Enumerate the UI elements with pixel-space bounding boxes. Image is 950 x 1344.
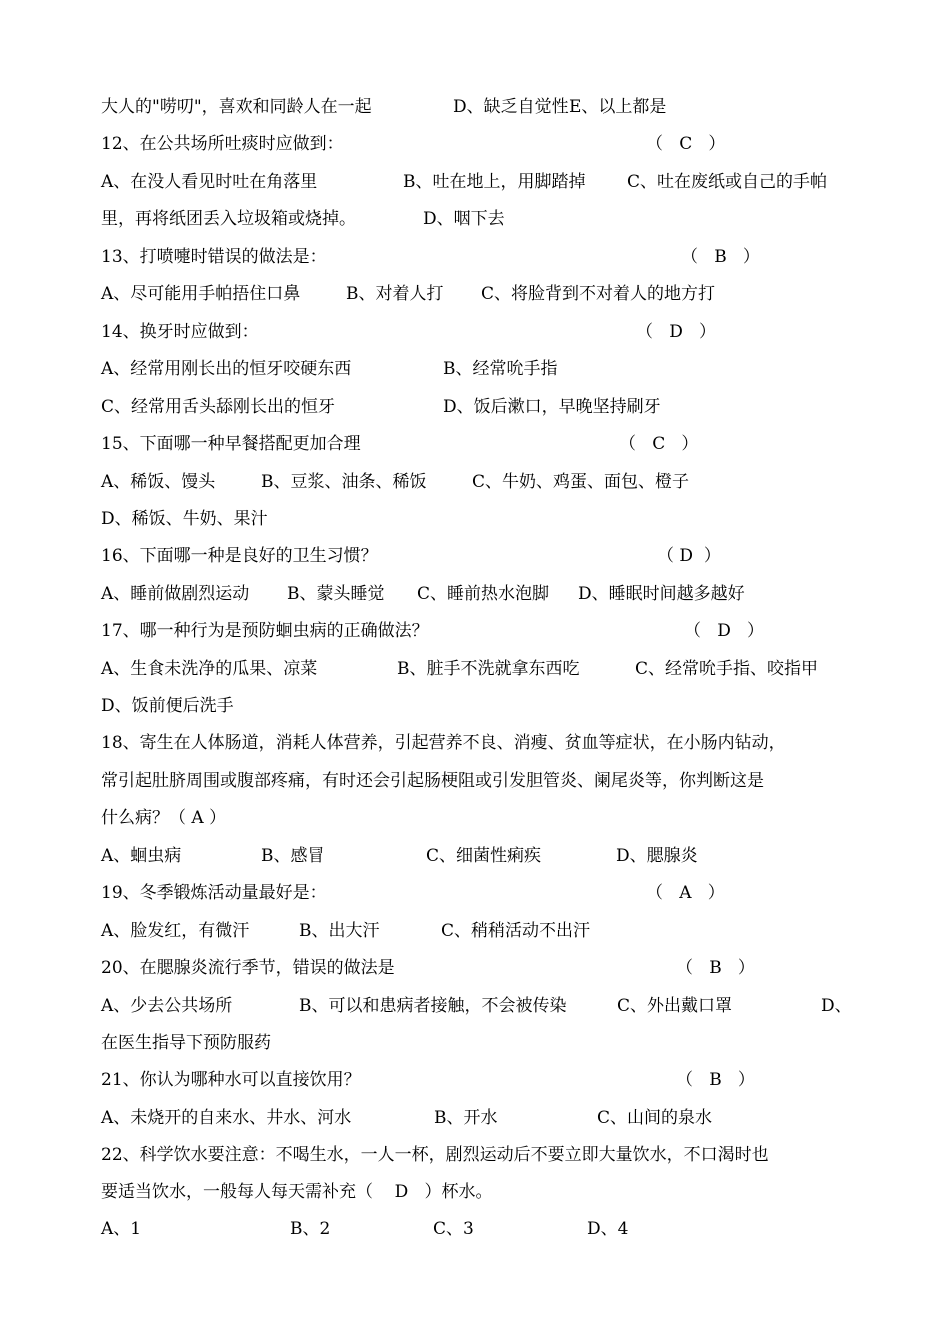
text-segment: 要适当饮水，一般每人每天需补充（ D ）杯水。 bbox=[101, 1182, 493, 1202]
text-segment: 21、你认为哪种水可以直接饮用？ bbox=[101, 1070, 361, 1090]
answer-bracket: （ C ） bbox=[646, 134, 726, 154]
text-segment: D、稀饭、牛奶、果汁 bbox=[101, 509, 268, 529]
text-segment: 13、打喷嚏时错误的做法是： bbox=[101, 247, 327, 267]
text-segment: C、经常用舌头舔刚长出的恒牙 bbox=[101, 397, 336, 417]
text-segment: C、将脸背到不对着人的地方打 bbox=[481, 284, 716, 304]
text-segment: A、睡前做剧烈运动 bbox=[101, 584, 250, 604]
text-segment: A、稀饭、馒头 bbox=[101, 472, 216, 492]
text-segment: C、睡前热水泡脚 bbox=[417, 584, 550, 604]
text-segment: D、睡眠时间越多越好 bbox=[578, 584, 745, 604]
text-segment: B、吐在地上，用脚踏掉 bbox=[403, 172, 586, 192]
text-segment: C、经常吮手指、咬指甲 bbox=[635, 659, 819, 679]
text-segment: 里，再将纸团丢入垃圾箱或烧掉。 bbox=[101, 209, 356, 229]
text-segment: 什么病？（ A ） bbox=[101, 808, 227, 828]
text-segment: D、腮腺炎 bbox=[616, 846, 698, 866]
text-segment: D、饭后漱口，早晚坚持刷牙 bbox=[443, 397, 661, 417]
text-segment: D、 bbox=[821, 996, 852, 1016]
text-segment: 18、寄生在人体肠道，消耗人体营养，引起营养不良、消瘦、贫血等症状，在小肠内钻动， bbox=[101, 733, 786, 753]
text-segment: D、缺乏自觉性 bbox=[453, 97, 569, 117]
text-segment: C、稍稍活动不出汗 bbox=[441, 921, 591, 941]
text-segment: A、经常用刚长出的恒牙咬硬东西 bbox=[101, 359, 352, 379]
text-segment: 15、下面哪一种早餐搭配更加合理 bbox=[101, 434, 361, 454]
text-segment: C、吐在废纸或自己的手帕 bbox=[627, 172, 828, 192]
text-segment: A、生食未洗净的瓜果、凉菜 bbox=[101, 659, 318, 679]
text-segment: C、牛奶、鸡蛋、面包、橙子 bbox=[472, 472, 690, 492]
text-segment: 20、在腮腺炎流行季节，错误的做法是 bbox=[101, 958, 395, 978]
answer-bracket: （ C ） bbox=[619, 434, 699, 454]
text-segment: A、在没人看见时吐在角落里 bbox=[101, 172, 318, 192]
answer-bracket: （ B ） bbox=[681, 247, 760, 267]
answer-bracket: （ D ） bbox=[636, 322, 717, 342]
text-segment: C、山间的泉水 bbox=[597, 1108, 713, 1128]
text-segment: B、2 bbox=[290, 1219, 331, 1239]
text-segment: D、咽下去 bbox=[423, 209, 505, 229]
text-segment: 大人的"唠叨"，喜欢和同龄人在一起 bbox=[101, 97, 372, 117]
text-segment: B、经常吮手指 bbox=[443, 359, 558, 379]
answer-bracket: （ A ） bbox=[646, 883, 725, 903]
text-segment: 19、冬季锻炼活动量最好是： bbox=[101, 883, 327, 903]
text-segment: A、脸发红，有微汗 bbox=[101, 921, 250, 941]
answer-bracket: （ B ） bbox=[676, 1070, 755, 1090]
text-segment: D、饭前便后洗手 bbox=[101, 696, 234, 716]
text-segment: E、以上都是 bbox=[569, 97, 667, 117]
text-segment: 17、哪一种行为是预防蛔虫病的正确做法？ bbox=[101, 621, 429, 641]
text-segment: A、尽可能用手帕捂住口鼻 bbox=[101, 284, 301, 304]
text-segment: 22、科学饮水要注意：不喝生水，一人一杯，剧烈运动后不要立即大量饮水，不口渴时也 bbox=[101, 1145, 769, 1165]
text-segment: A、少去公共场所 bbox=[101, 996, 233, 1016]
text-segment: 12、在公共场所吐痰时应做到： bbox=[101, 134, 344, 154]
text-segment: C、细菌性痢疾 bbox=[426, 846, 542, 866]
text-segment: B、脏手不洗就拿东西吃 bbox=[397, 659, 580, 679]
text-segment: B、蒙头睡觉 bbox=[287, 584, 385, 604]
text-segment: B、开水 bbox=[434, 1108, 498, 1128]
text-segment: C、外出戴口罩 bbox=[617, 996, 733, 1016]
text-segment: 常引起肚脐周围或腹部疼痛，有时还会引起肠梗阻或引发胆管炎、阑尾炎等，你判断这是 bbox=[101, 771, 764, 791]
text-segment: A、未烧开的自来水、井水、河水 bbox=[101, 1108, 352, 1128]
answer-bracket: （ B ） bbox=[676, 958, 755, 978]
text-segment: D、4 bbox=[587, 1219, 629, 1239]
text-segment: 在医生指导下预防服药 bbox=[101, 1033, 271, 1053]
text-segment: B、对着人打 bbox=[346, 284, 444, 304]
text-segment: A、1 bbox=[101, 1219, 142, 1239]
text-segment: B、感冒 bbox=[261, 846, 325, 866]
text-segment: B、豆浆、油条、稀饭 bbox=[261, 472, 427, 492]
text-segment: B、可以和患病者接触，不会被传染 bbox=[299, 996, 567, 1016]
text-segment: A、蛔虫病 bbox=[101, 846, 182, 866]
text-segment: C、3 bbox=[433, 1219, 474, 1239]
text-segment: B、出大汗 bbox=[299, 921, 380, 941]
answer-bracket: （ D ） bbox=[684, 621, 765, 641]
text-segment: 14、换牙时应做到： bbox=[101, 322, 259, 342]
answer-bracket: （ D ） bbox=[657, 546, 721, 566]
text-segment: 16、下面哪一种是良好的卫生习惯？ bbox=[101, 546, 378, 566]
